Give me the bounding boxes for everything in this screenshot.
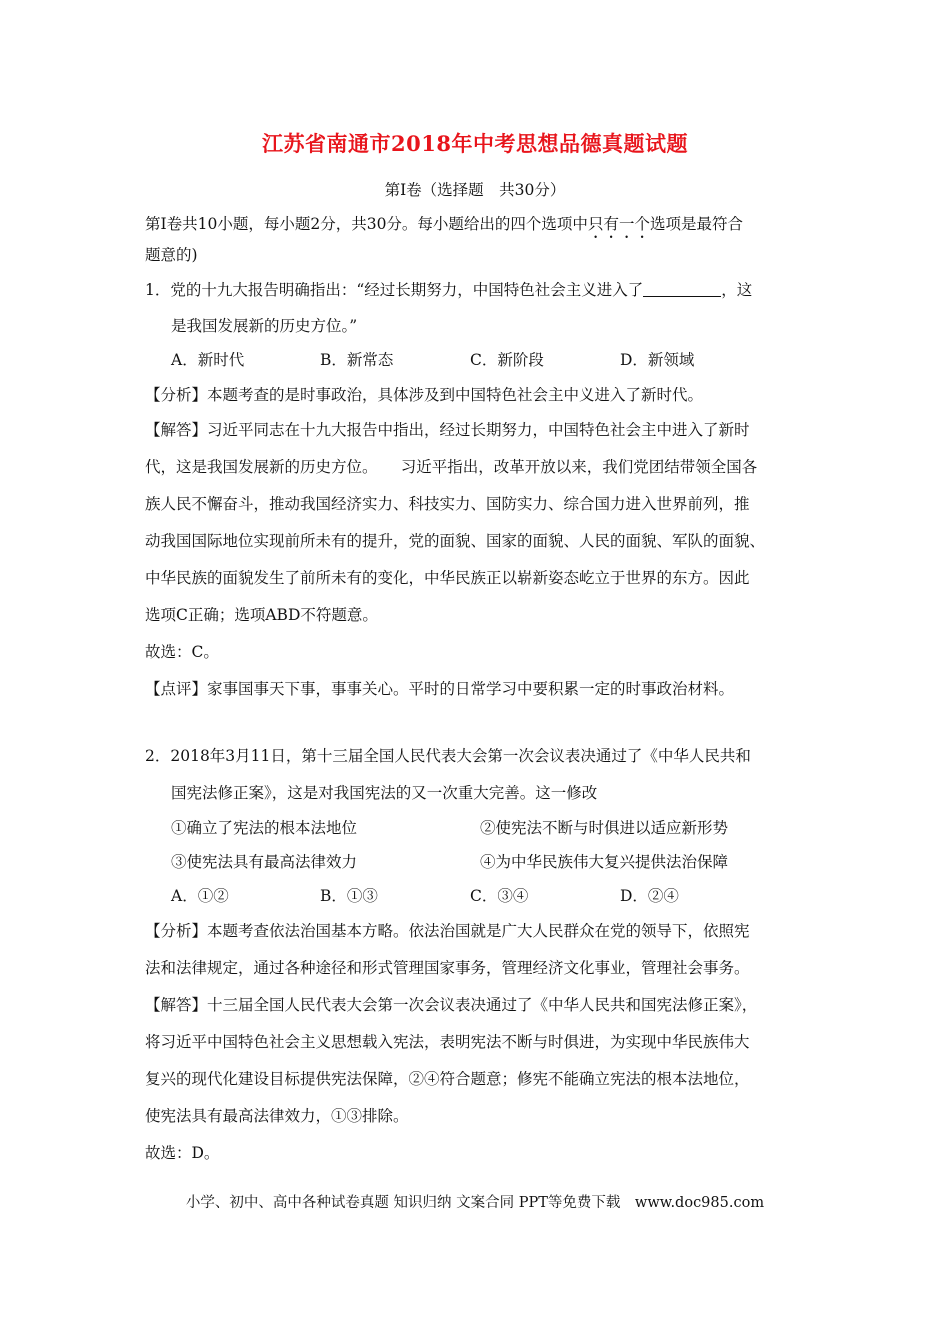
q2-stem: 2．2018年3月11日，第十三届全国人民代表大会第一次会议表决通过了《中华人民共和 xyxy=(145,747,751,765)
q1-stem-end: ，这 xyxy=(721,281,753,299)
q2-item-4: ④为中华民族伟大复兴提供法治保障 xyxy=(480,853,729,871)
instructions-emphasis: 只有一个 xyxy=(587,215,650,233)
q2-option-d: D．②④ xyxy=(620,887,679,905)
q2-answer-line: 将习近平中国特色社会主义思想载入宪法，表明宪法不断与时俱进，为实现中华民族伟大 xyxy=(145,1033,750,1051)
q1-answer-line: 【解答】习近平同志在十九大报告中指出，经过长期努力，中国特色社会主中进入了新时 xyxy=(145,421,750,439)
section-instructions xyxy=(145,214,743,242)
q1-stem-cont: 是我国发展新的历史方位。” xyxy=(171,317,358,335)
q2-answer-line: 使宪法具有最高法律效力，①③排除。 xyxy=(145,1107,409,1125)
q1-answer-line: 动我国国际地位实现前所未有的提升，党的面貌、国家的面貌、人民的面貌、军队的面貌、 xyxy=(145,532,766,550)
q1-answer-line: 族人民不懈奋斗，推动我国经济实力、科技实力、国防实力、综合国力进入世界前列，推 xyxy=(145,495,750,513)
q2-analysis-line: 法和法律规定，通过各种途径和形式管理国家事务，管理经济文化事业，管理社会事务。 xyxy=(145,959,750,977)
q2-option-c: C．③④ xyxy=(470,887,529,905)
q2-answer-line: 【解答】十三届全国人民代表大会第一次会议表决通过了《中华人民共和国宪法修正案》， xyxy=(145,996,758,1014)
answer-blank xyxy=(643,280,721,297)
q2-choice: 故选：D。 xyxy=(145,1144,220,1162)
q2-stem-cont: 国宪法修正案》，这是对我国宪法的又一次重大完善。这一修改 xyxy=(171,784,598,802)
q1-option-b: B．新常态 xyxy=(320,351,394,369)
q1-answer-line: 中华民族的面貌发生了前所未有的变化，中华民族正以崭新姿态屹立于世界的东方。因此 xyxy=(145,569,750,587)
q2-answer-line: 复兴的现代化建设目标提供宪法保障，②④符合题意；修宪不能确立宪法的根本法地位， xyxy=(145,1070,750,1088)
q1-answer-line: 代，这是我国发展新的历史方位。 习近平指出，改革开放以来，我们党团结带领全国各 xyxy=(145,458,758,476)
q1-stem-text: 1．党的十九大报告明确指出：“经过长期努力，中国特色社会主义进入了 xyxy=(145,281,644,299)
q1-option-a: A．新时代 xyxy=(171,351,245,369)
q2-option-b: B．①③ xyxy=(320,887,378,905)
q1-option-d: D．新领域 xyxy=(620,351,695,369)
footer-text: 小学、初中、高中各种试卷真题 知识归纳 文案合同 PPT等免费下载 www.doc985.com xyxy=(185,1195,765,1211)
q2-item-1: ①确立了宪法的根本法地位 xyxy=(171,819,358,837)
section-heading: 第Ⅰ卷（选择题 共30分） xyxy=(384,181,566,199)
q1-option-c: C．新阶段 xyxy=(470,351,544,369)
q2-option-a: A．①② xyxy=(171,887,229,905)
instructions-text: 第Ⅰ卷共10小题，每小题2分，共30分。每小题给出的四个选项中 xyxy=(145,215,588,233)
q2-item-3: ③使宪法具有最高法律效力 xyxy=(171,853,358,871)
instructions-text-end: 选项是最符合 xyxy=(649,215,743,233)
page-title: 江苏省南通市2018年中考思想品德真题试题 xyxy=(262,131,688,156)
q1-choice: 故选：C。 xyxy=(145,643,219,661)
q1-answer-line: 选项C正确；选项ABD不符题意。 xyxy=(145,606,378,624)
q2-analysis-line: 【分析】本题考查依法治国基本方略。依法治国就是广大人民群众在党的领导下，依照宪 xyxy=(145,922,750,940)
section-instructions-cont: 题意的) xyxy=(145,246,198,264)
q1-comment: 【点评】家事国事天下事，事事关心。平时的日常学习中要积累一定的时事政治材料。 xyxy=(145,680,735,698)
q1-stem xyxy=(145,280,752,300)
q1-analysis: 【分析】本题考查的是时事政治，具体涉及到中国特色社会主中义进入了新时代。 xyxy=(145,386,704,404)
q2-item-2: ②使宪法不断与时俱进以适应新形势 xyxy=(480,819,729,837)
